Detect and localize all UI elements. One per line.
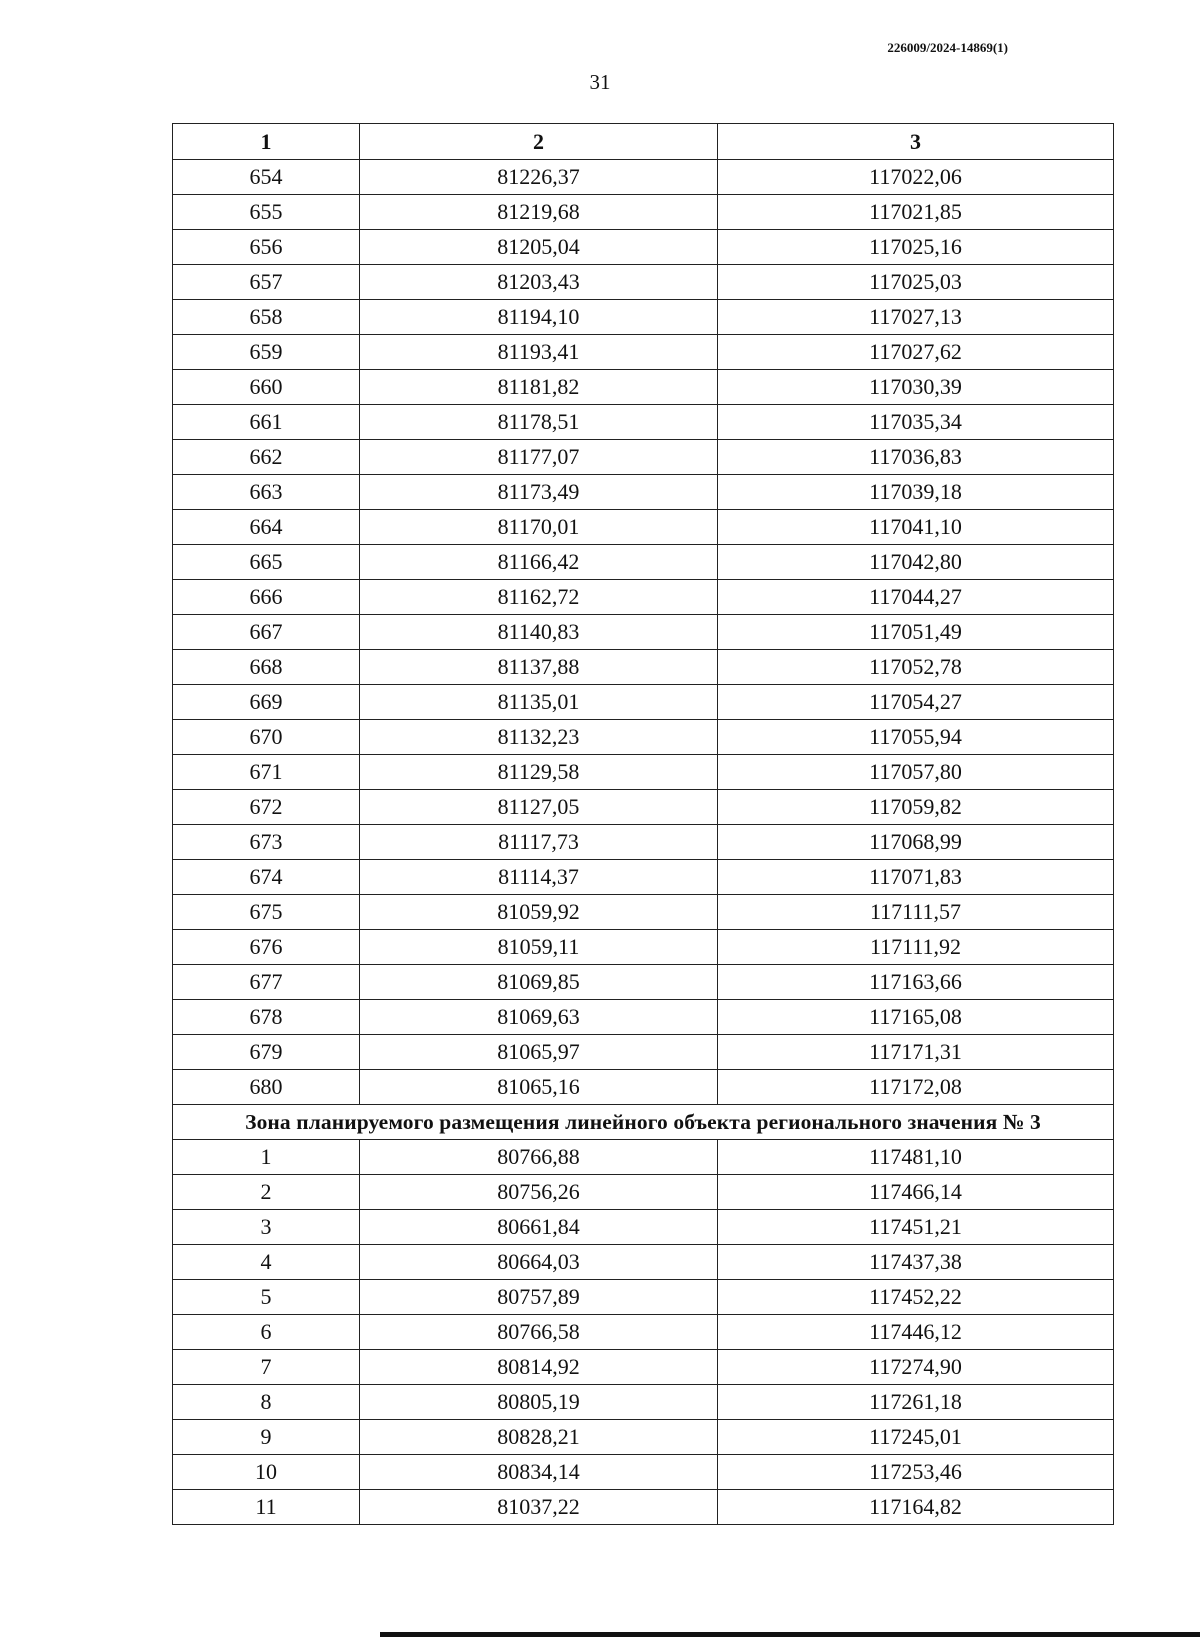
table-row (173, 860, 1114, 895)
table-cell: 81135,01 (360, 685, 718, 720)
table-cell: 675 (173, 895, 360, 930)
table-cell: 656 (173, 230, 360, 265)
table-row (173, 930, 1114, 965)
table-cell: 81140,83 (360, 615, 718, 650)
table-cell: 117451,21 (718, 1210, 1114, 1245)
table-row (173, 265, 1114, 300)
table-cell: 680 (173, 1070, 360, 1105)
zone-table-row (173, 1315, 1114, 1350)
table-cell: 81166,42 (360, 545, 718, 580)
table-cell: 669 (173, 685, 360, 720)
table-cell: 117068,99 (718, 825, 1114, 860)
table-row (173, 405, 1114, 440)
table-cell: 81181,82 (360, 370, 718, 405)
table-cell: 668 (173, 650, 360, 685)
table-cell: 667 (173, 615, 360, 650)
table-cell: 665 (173, 545, 360, 580)
table-cell: 81059,92 (360, 895, 718, 930)
table-cell: 80834,14 (360, 1455, 718, 1490)
column-header: 3 (718, 124, 1114, 160)
table-cell: 117111,57 (718, 895, 1114, 930)
zone-table-row (173, 1210, 1114, 1245)
table-cell: 117021,85 (718, 195, 1114, 230)
table-cell: 678 (173, 1000, 360, 1035)
table-row (173, 685, 1114, 720)
table-cell: 117035,34 (718, 405, 1114, 440)
table-cell: 81059,11 (360, 930, 718, 965)
table-cell: 81069,63 (360, 1000, 718, 1035)
table-cell: 662 (173, 440, 360, 475)
table-row (173, 300, 1114, 335)
zone-table-row (173, 1280, 1114, 1315)
column-header: 1 (173, 124, 360, 160)
table-cell: 4 (173, 1245, 360, 1280)
table-cell: 81065,97 (360, 1035, 718, 1070)
table-cell: 666 (173, 580, 360, 615)
table-cell: 10 (173, 1455, 360, 1490)
table-cell: 80766,58 (360, 1315, 718, 1350)
table-cell: 117452,22 (718, 1280, 1114, 1315)
table-cell: 81193,41 (360, 335, 718, 370)
zone-title: Зона планируемого размещения линейного объекта регионального значения № 3 (173, 1105, 1114, 1140)
table-row (173, 615, 1114, 650)
table-row (173, 510, 1114, 545)
table-cell: 81219,68 (360, 195, 718, 230)
bottom-scan-edge (380, 1632, 1200, 1637)
table-cell: 1 (173, 1140, 360, 1175)
table-row (173, 825, 1114, 860)
table-row (173, 1035, 1114, 1070)
table-cell: 679 (173, 1035, 360, 1070)
table-cell: 117253,46 (718, 1455, 1114, 1490)
table-cell: 11 (173, 1490, 360, 1525)
zone-table-row (173, 1385, 1114, 1420)
zone-title-row (173, 1105, 1114, 1140)
table-row (173, 370, 1114, 405)
table-cell: 658 (173, 300, 360, 335)
table-cell: 80766,88 (360, 1140, 718, 1175)
table-cell: 117071,83 (718, 860, 1114, 895)
table-cell: 672 (173, 790, 360, 825)
table-row (173, 545, 1114, 580)
zone-table-row (173, 1455, 1114, 1490)
table-cell: 81132,23 (360, 720, 718, 755)
table-cell: 671 (173, 755, 360, 790)
table-row (173, 790, 1114, 825)
zone-table-row (173, 1245, 1114, 1280)
table-cell: 81117,73 (360, 825, 718, 860)
table-cell: 117036,83 (718, 440, 1114, 475)
table-cell: 117044,27 (718, 580, 1114, 615)
table-cell: 117059,82 (718, 790, 1114, 825)
table-cell: 664 (173, 510, 360, 545)
table-row (173, 720, 1114, 755)
table-cell: 80756,26 (360, 1175, 718, 1210)
table-row (173, 650, 1114, 685)
table-cell: 81194,10 (360, 300, 718, 335)
table-cell: 3 (173, 1210, 360, 1245)
table-cell: 81069,85 (360, 965, 718, 1000)
table-cell: 117261,18 (718, 1385, 1114, 1420)
table-cell: 117042,80 (718, 545, 1114, 580)
column-header: 2 (360, 124, 718, 160)
table-cell: 80757,89 (360, 1280, 718, 1315)
table-row (173, 475, 1114, 510)
page-number: 31 (589, 70, 611, 94)
table-cell: 81203,43 (360, 265, 718, 300)
table-cell: 674 (173, 860, 360, 895)
table-cell: 657 (173, 265, 360, 300)
table-cell: 677 (173, 965, 360, 1000)
table-cell: 117111,92 (718, 930, 1114, 965)
table-cell: 80661,84 (360, 1210, 718, 1245)
table-cell: 117041,10 (718, 510, 1114, 545)
table-row (173, 1000, 1114, 1035)
table-cell: 676 (173, 930, 360, 965)
table-cell: 117172,08 (718, 1070, 1114, 1105)
table-cell: 660 (173, 370, 360, 405)
table-cell: 80805,19 (360, 1385, 718, 1420)
table-cell: 117052,78 (718, 650, 1114, 685)
table-cell: 673 (173, 825, 360, 860)
zone-table-row (173, 1350, 1114, 1385)
table-cell: 117481,10 (718, 1140, 1114, 1175)
table-cell: 117446,12 (718, 1315, 1114, 1350)
table-cell: 9 (173, 1420, 360, 1455)
table-cell: 117025,16 (718, 230, 1114, 265)
table-header-row (173, 124, 1114, 160)
table-row (173, 895, 1114, 930)
table-cell: 81205,04 (360, 230, 718, 265)
table-cell: 117022,06 (718, 160, 1114, 195)
table-cell: 81177,07 (360, 440, 718, 475)
table-cell: 81226,37 (360, 160, 718, 195)
table-cell: 117164,82 (718, 1490, 1114, 1525)
table-cell: 117245,01 (718, 1420, 1114, 1455)
table-cell: 5 (173, 1280, 360, 1315)
table-row (173, 580, 1114, 615)
table-cell: 81114,37 (360, 860, 718, 895)
table-cell: 117030,39 (718, 370, 1114, 405)
table-cell: 670 (173, 720, 360, 755)
table-cell: 117163,66 (718, 965, 1114, 1000)
zone-table-row (173, 1490, 1114, 1525)
table-cell: 659 (173, 335, 360, 370)
table-cell: 81127,05 (360, 790, 718, 825)
table-row (173, 230, 1114, 265)
zone-table-row (173, 1140, 1114, 1175)
table-row (173, 1070, 1114, 1105)
table-cell: 81065,16 (360, 1070, 718, 1105)
table-row (173, 755, 1114, 790)
table-cell: 117437,38 (718, 1245, 1114, 1280)
table-cell: 654 (173, 160, 360, 195)
zone-table-row (173, 1420, 1114, 1455)
table-row (173, 335, 1114, 370)
table-row (173, 965, 1114, 1000)
table-cell: 80828,21 (360, 1420, 718, 1455)
table-cell: 7 (173, 1350, 360, 1385)
table-cell: 663 (173, 475, 360, 510)
table-cell: 117027,62 (718, 335, 1114, 370)
table-cell: 81173,49 (360, 475, 718, 510)
zone-table-row (173, 1175, 1114, 1210)
table-cell: 81137,88 (360, 650, 718, 685)
table-cell: 117051,49 (718, 615, 1114, 650)
table-cell: 2 (173, 1175, 360, 1210)
table-cell: 117055,94 (718, 720, 1114, 755)
zone-table-body (173, 1140, 1114, 1525)
coordinates-table (172, 123, 1114, 1525)
document-number: 226009/2024-14869(1) (887, 40, 1008, 55)
table-cell: 81170,01 (360, 510, 718, 545)
table-cell: 6 (173, 1315, 360, 1350)
table-cell: 80664,03 (360, 1245, 718, 1280)
table-cell: 81162,72 (360, 580, 718, 615)
table-row (173, 195, 1114, 230)
table-cell: 80814,92 (360, 1350, 718, 1385)
table-cell: 117171,31 (718, 1035, 1114, 1070)
table-cell: 117025,03 (718, 265, 1114, 300)
table-cell: 117027,13 (718, 300, 1114, 335)
table-body (173, 160, 1114, 1105)
table-cell: 117057,80 (718, 755, 1114, 790)
table-cell: 117054,27 (718, 685, 1114, 720)
table-cell: 655 (173, 195, 360, 230)
table-cell: 81037,22 (360, 1490, 718, 1525)
table-cell: 117274,90 (718, 1350, 1114, 1385)
table-row (173, 440, 1114, 475)
table-cell: 661 (173, 405, 360, 440)
table-cell: 117165,08 (718, 1000, 1114, 1035)
table-cell: 81178,51 (360, 405, 718, 440)
table-cell: 117466,14 (718, 1175, 1114, 1210)
table-cell: 81129,58 (360, 755, 718, 790)
table-row (173, 160, 1114, 195)
table-cell: 117039,18 (718, 475, 1114, 510)
table-cell: 8 (173, 1385, 360, 1420)
